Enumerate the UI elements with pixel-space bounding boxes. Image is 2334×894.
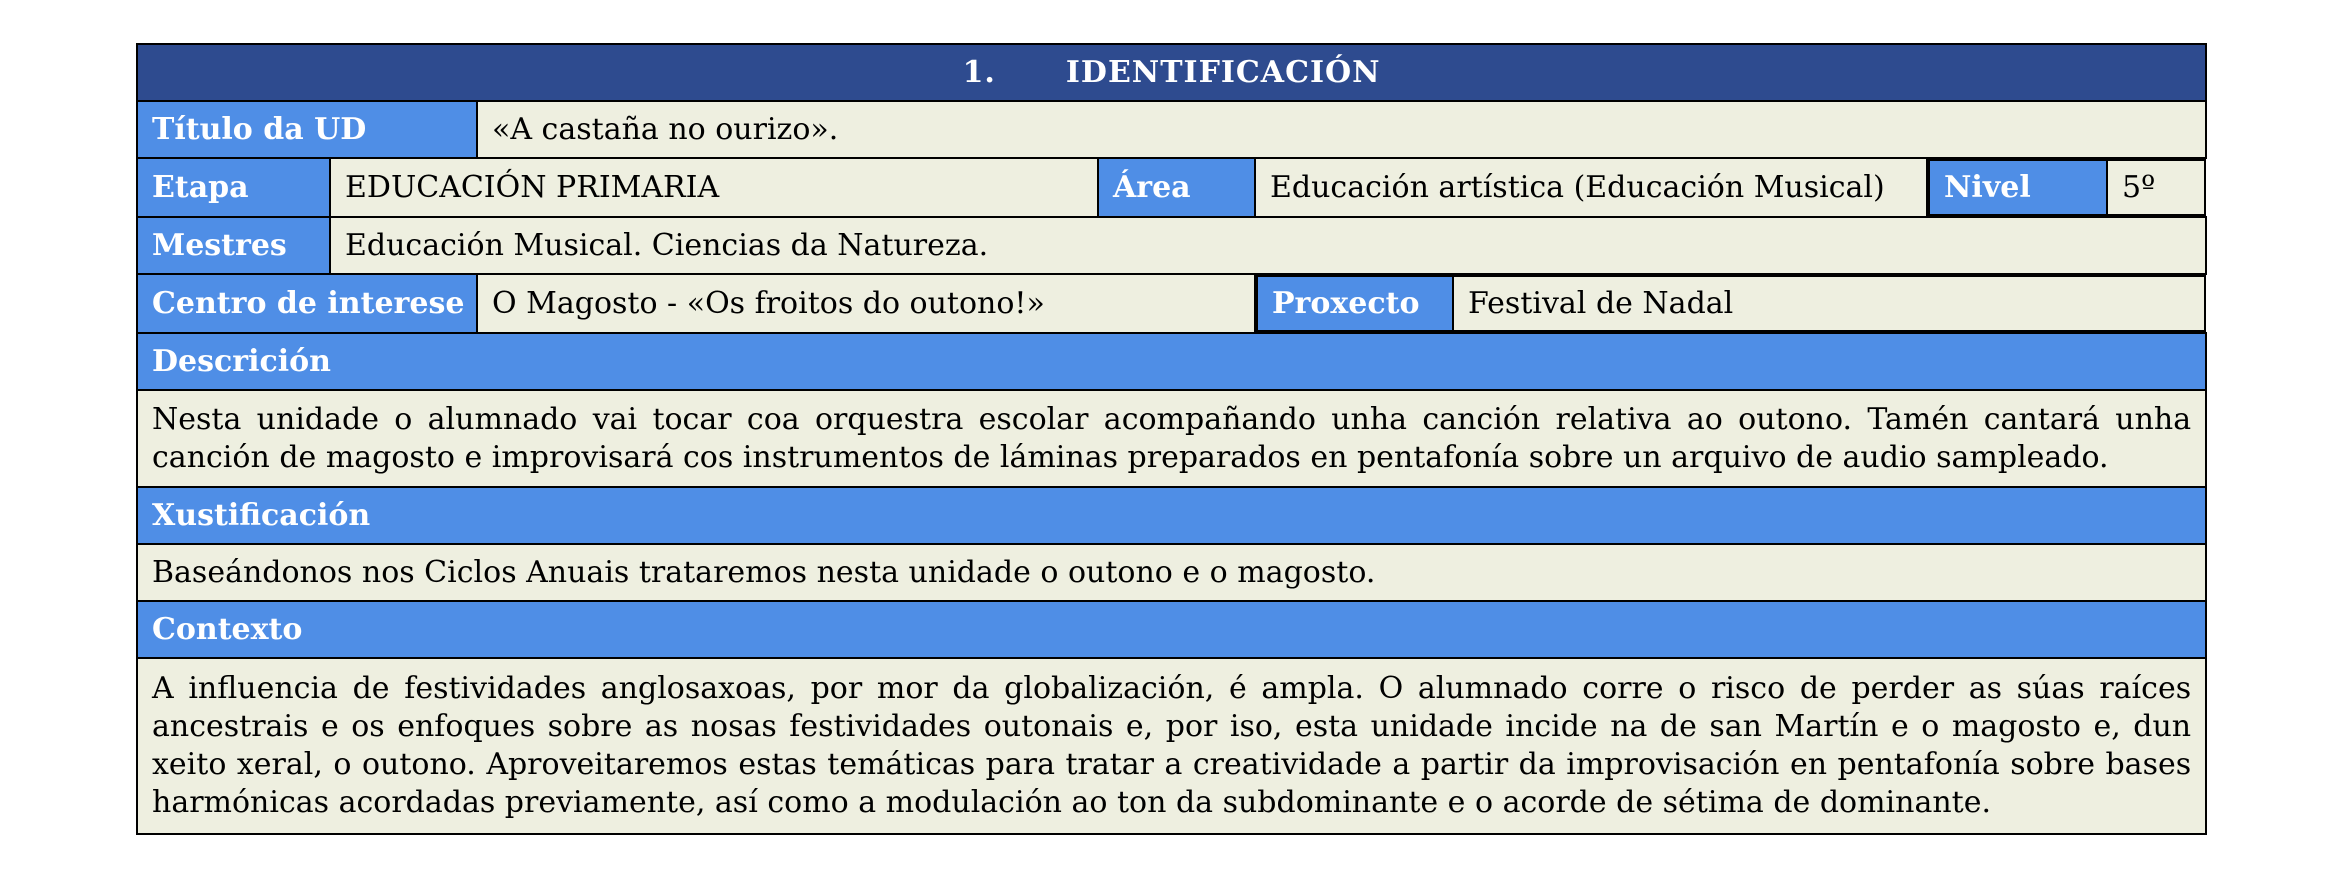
xustificacion-label: Xustificación (137, 487, 2206, 544)
xustificacion-text: Baseándonos nos Ciclos Anuais trataremos nesta unidade o outono e o magosto. (137, 544, 2206, 601)
descricion-label: Descrición (137, 333, 2206, 390)
section-header (137, 44, 2206, 101)
centro-label: Centro de interese (137, 274, 477, 333)
section-title: IDENTIFICACIÓN (1065, 54, 1381, 90)
etapa-label: Etapa (137, 158, 330, 217)
titulo-value: «A castaña no ourizo». (477, 101, 2206, 158)
proxecto-subtable (1256, 275, 2206, 332)
nivel-subtable (1928, 159, 2206, 216)
proxecto-cell (1255, 274, 2206, 333)
mestres-label: Mestres (137, 217, 330, 274)
proxecto-value: Festival de Nadal (1453, 276, 2205, 331)
area-value: Educación artística (Educación Musical) (1255, 158, 1927, 217)
section-number: 1. (962, 54, 996, 90)
nivel-label: Nivel (1929, 160, 2107, 215)
area-label: Área (1098, 158, 1255, 217)
mestres-value: Educación Musical. Ciencias da Natureza. (330, 217, 2206, 274)
etapa-value: EDUCACIÓN PRIMARIA (330, 158, 1098, 217)
centro-value: O Magosto - «Os froitos do outono!» (477, 274, 1255, 333)
descricion-text: Nesta unidade o alumnado vai tocar coa orquestra escolar acompañando unha canción relativa ao outono. Tamén cantará unha canción de magosto e improvisará cos instrumentos de láminas preparados en pentafonía sobre un arquivo de audio sampleado. (137, 390, 2206, 487)
nivel-cell (1927, 158, 2206, 217)
identification-table (136, 43, 2207, 835)
titulo-label: Título da UD (137, 101, 477, 158)
contexto-text: A influencia de festividades anglosaxoas, por mor da globalización, é ampla. O alumnado corre o risco de perder as súas raíces ancestrais e os enfoques sobre as nosas festividades outonais e, por iso, esta unidade incide na de san Martín e o magosto e, dun xeito xeral, o outono. Aproveitaremos estas temáticas para tratar a creatividade a partir da improvisación en pentafonía sobre bases harmónicas acordadas previamente, así como a modulación ao ton da subdominante e o acorde de sétima de dominante. (137, 658, 2206, 834)
nivel-value: 5º (2107, 160, 2205, 215)
proxecto-label: Proxecto (1257, 276, 1453, 331)
contexto-label: Contexto (137, 601, 2206, 658)
